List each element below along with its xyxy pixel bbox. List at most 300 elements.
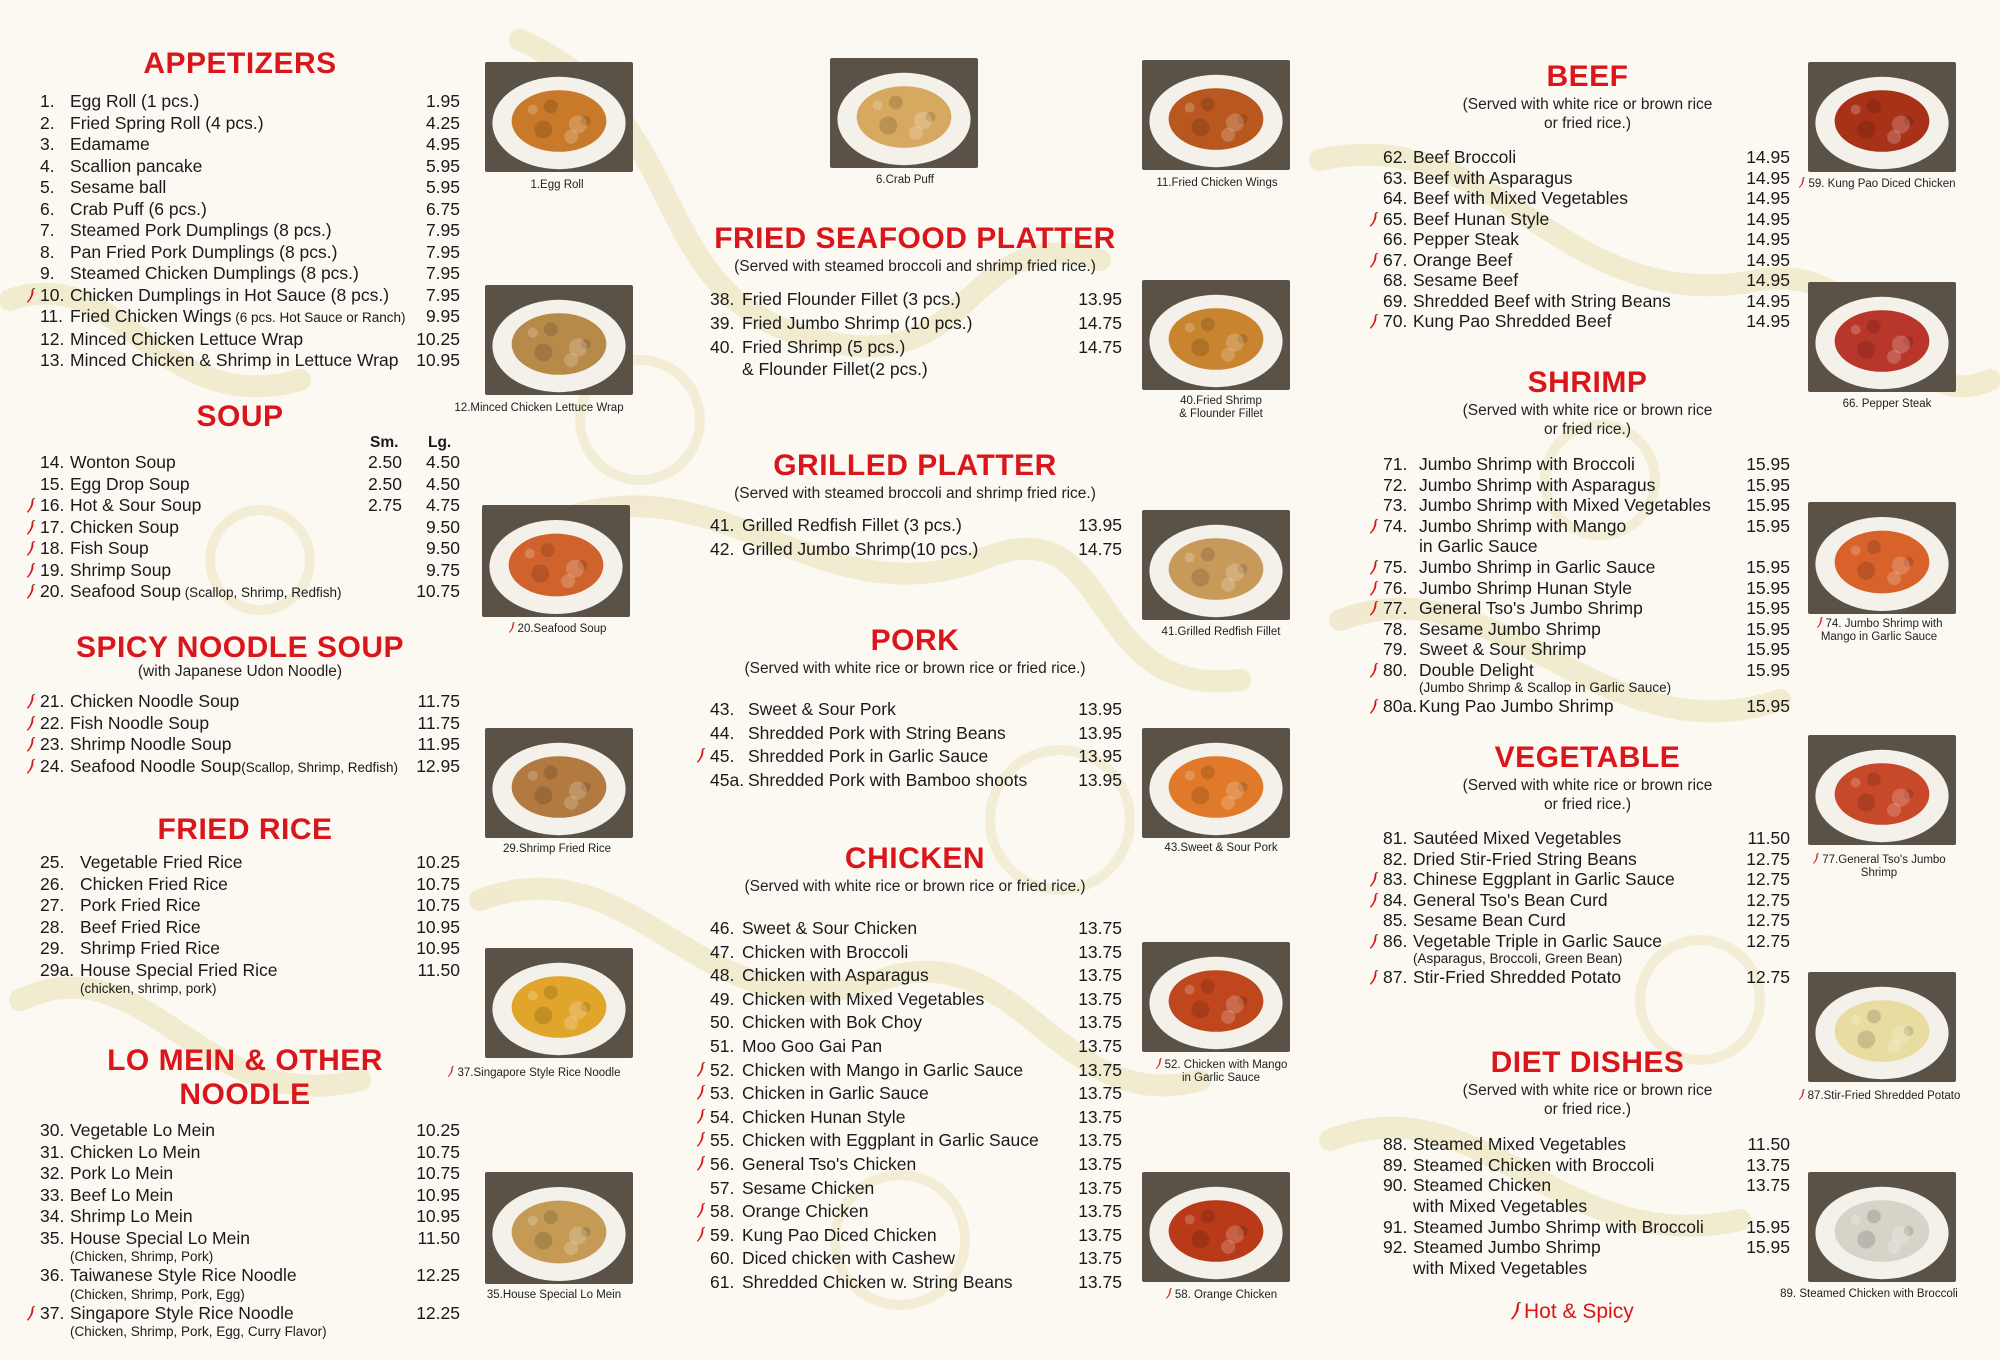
item-price: 14.95	[1746, 270, 1790, 290]
item-number: 86.	[1383, 930, 1408, 951]
item-name: Chicken Noodle Soup	[70, 691, 240, 711]
food-photo	[1142, 60, 1290, 170]
item-name: General Tso's Jumbo Shrimp	[1419, 598, 1643, 618]
shrimp-list	[1383, 454, 1790, 717]
item-price: 10.75	[416, 1163, 460, 1183]
menu-item	[1383, 849, 1790, 870]
menu-item	[1383, 869, 1790, 890]
caption-text: 6.Crab Puff	[876, 174, 934, 186]
item-name: Chicken with Mixed Vegetables	[742, 988, 985, 1009]
item-price: 14.95	[1746, 167, 1790, 188]
chili-icon	[696, 748, 706, 763]
section-title: BEEF	[1546, 60, 1629, 93]
item-price: 7.95	[425, 220, 460, 240]
item-name: Crab Puff (6 pcs.)	[70, 198, 207, 219]
item-price: 13.75	[1078, 1201, 1122, 1222]
menu-item	[40, 756, 460, 779]
item-number: 78.	[1383, 618, 1408, 639]
menu-item	[40, 852, 460, 874]
item-number: 29.	[40, 938, 65, 958]
item-number: 46.	[710, 918, 735, 938]
item-number: 80.	[1383, 659, 1408, 680]
chili-icon	[1165, 1288, 1173, 1299]
item-number: 77.	[1383, 598, 1408, 618]
item-name: General Tso's Bean Curd	[1413, 889, 1608, 910]
menu-item	[40, 1163, 460, 1185]
menu-item	[1383, 696, 1790, 717]
chili-icon	[696, 1062, 706, 1077]
item-number: 71.	[1383, 454, 1408, 474]
menu-item	[40, 517, 460, 539]
item-price: 13.95	[1078, 746, 1122, 766]
section-title: SPICY NOODLE SOUP	[75, 631, 404, 664]
section-title: LO MEIN & OTHER NOODLE	[107, 1044, 383, 1111]
photo-caption	[1132, 1058, 1310, 1085]
item-price: 13.95	[1078, 289, 1122, 309]
menu-item	[40, 177, 460, 199]
menu-item	[40, 263, 460, 285]
item-number: 74.	[1383, 515, 1408, 536]
menu-item	[710, 335, 1122, 380]
caption-text: 77.General Tso's Jumbo Shrimp	[1822, 854, 1946, 879]
item-number: 3.	[40, 134, 55, 154]
chili-icon	[1369, 970, 1379, 985]
small-price: 2.50	[367, 473, 402, 494]
large-price: 4.50	[425, 473, 460, 494]
item-name: Sweet & Sour Shrimp	[1419, 639, 1587, 659]
photo-caption	[445, 1066, 623, 1080]
item-price: 13.75	[1078, 918, 1122, 938]
item-number: 44.	[710, 722, 735, 743]
item-number: 19.	[40, 559, 65, 580]
item-number: 20.	[40, 581, 65, 601]
vegetable-section	[1380, 741, 1795, 988]
menu-item	[40, 329, 460, 351]
item-name: Vegetable Triple in Garlic Sauce (Asparagus, Broccoli, Green Bean)	[1413, 931, 1730, 968]
item-name: Chicken with Eggplant in Garlic Sauce	[742, 1130, 1039, 1151]
item-number: 37.	[40, 1302, 65, 1323]
diet-list	[1383, 1134, 1790, 1279]
item-number: 5.	[40, 177, 55, 197]
caption-text: 11.Fried Chicken Wings	[1156, 177, 1278, 189]
item-price: 13.75	[1078, 1083, 1122, 1104]
menu-item	[40, 581, 460, 604]
item-number: 82.	[1383, 848, 1408, 869]
item-number: 16.	[40, 495, 65, 515]
item-number: 72.	[1383, 474, 1408, 495]
item-price: 15.95	[1746, 515, 1790, 536]
menu-item	[1383, 890, 1790, 911]
item-price: 15.95	[1746, 1237, 1790, 1257]
item-price: 15.95	[1746, 454, 1790, 474]
menu-item	[40, 452, 460, 474]
item-number: 2.	[40, 112, 55, 133]
item-number: 24.	[40, 755, 65, 776]
menu-item	[40, 474, 460, 496]
food-photo	[1142, 942, 1290, 1052]
menu-item	[710, 917, 1122, 941]
item-number: 69.	[1383, 290, 1408, 311]
item-price: 15.95	[1746, 495, 1790, 515]
item-number: 25.	[40, 852, 65, 872]
caption-text: 87.Stir-Fried Shredded Potato	[1807, 1090, 1961, 1102]
item-price: 13.75	[1078, 1059, 1122, 1080]
item-name: Chicken in Garlic Sauce	[742, 1083, 929, 1104]
photo-caption	[1790, 853, 1968, 880]
menu-item	[40, 960, 460, 998]
large-price: 4.50	[425, 452, 460, 472]
shrimp-section	[1380, 366, 1795, 717]
menu-item	[40, 1265, 460, 1303]
item-name: Kung Pao Shredded Beef	[1413, 311, 1612, 331]
chili-icon	[1812, 853, 1820, 864]
item-price: 13.75	[1078, 1130, 1122, 1151]
chili-icon	[1369, 560, 1379, 575]
photo-caption	[1798, 398, 1976, 411]
item-name: Steamed Pork Dumplings (8 pcs.)	[70, 220, 332, 240]
item-number: 67.	[1383, 249, 1408, 270]
section-subtitle: (with Japanese Udon Noodle)	[137, 663, 343, 680]
item-number: 21.	[40, 691, 65, 711]
item-number: 65.	[1383, 208, 1408, 229]
item-number: 70.	[1383, 311, 1408, 331]
section-title: FRIED SEAFOOD PLATTER	[714, 222, 1116, 255]
caption-text: 74. Jumbo Shrimp with Mango in Garlic Sauce	[1820, 618, 1943, 643]
item-price: 15.95	[1746, 639, 1790, 659]
menu-item	[1383, 250, 1790, 271]
menu-item	[1383, 475, 1790, 496]
item-number: 41.	[710, 515, 735, 535]
chili-icon	[26, 716, 36, 731]
menu-item	[710, 537, 1122, 561]
item-name: Stir-Fried Shredded Potato	[1413, 967, 1622, 987]
item-price: 11.50	[1747, 1134, 1790, 1154]
section-title: VEGETABLE	[1494, 741, 1681, 774]
menu-item	[1383, 188, 1790, 209]
item-name: Beef Lo Mein	[70, 1184, 174, 1205]
section-subtitle: (Served with white rice or brown rice or fried rice.)	[1462, 96, 1713, 132]
item-price: 11.50	[417, 1227, 460, 1248]
item-name: Jumbo Shrimp in Garlic Sauce	[1419, 557, 1656, 577]
pork-section	[700, 624, 1130, 792]
item-name: Shredded Beef with String Beans	[1413, 290, 1671, 311]
menu-item	[710, 1224, 1122, 1248]
menu-item	[40, 1303, 460, 1341]
menu-item	[40, 713, 460, 735]
menu-item	[1383, 291, 1790, 312]
large-price: 10.75	[416, 581, 460, 601]
photo-caption	[1128, 177, 1306, 190]
photo-caption	[1132, 842, 1310, 855]
item-name: Egg Roll (1 pcs.)	[70, 91, 200, 111]
caption-text: 20.Seafood Soup	[517, 623, 607, 635]
item-name: Shrimp Soup	[70, 559, 172, 580]
item-number: 33.	[40, 1184, 65, 1205]
caption-text: 66. Pepper Steak	[1842, 398, 1932, 410]
item-name: Shredded Chicken w. String Beans	[742, 1271, 1013, 1292]
caption-text: 52. Chicken with Mango in Garlic Sauce	[1164, 1059, 1288, 1084]
item-price: 12.75	[1746, 848, 1790, 869]
menu-item	[1383, 516, 1790, 558]
item-number: 26.	[40, 873, 65, 894]
item-name: Sesame Bean Curd	[1413, 910, 1566, 930]
menu-item	[710, 311, 1122, 335]
small-price	[350, 517, 402, 539]
item-price: 1.95	[425, 91, 460, 111]
item-number: 1.	[40, 91, 55, 111]
item-name-continued: with Mixed Vegetables	[1413, 1257, 1588, 1278]
item-price: 13.95	[1078, 699, 1122, 719]
chili-icon	[1816, 617, 1824, 628]
item-number: 90.	[1383, 1175, 1408, 1195]
item-number: 45.	[710, 746, 735, 766]
item-price: 12.95	[416, 755, 460, 776]
menu-item	[40, 917, 460, 939]
section-title: DIET DISHES	[1490, 1046, 1685, 1079]
item-number: 38.	[710, 289, 735, 309]
item-number: 89.	[1383, 1154, 1408, 1175]
small-price: 2.50	[367, 452, 402, 472]
appetizers-section	[40, 47, 460, 372]
food-photo	[1808, 62, 1956, 172]
item-price: 13.75	[1078, 1177, 1122, 1198]
item-number: 60.	[710, 1248, 735, 1269]
item-price: 15.95	[1746, 659, 1790, 680]
item-price: 13.95	[1078, 769, 1122, 790]
chili-icon	[1369, 601, 1379, 616]
chili-icon	[1369, 581, 1379, 596]
item-price: 13.75	[1078, 1153, 1122, 1174]
caption-text: 40.Fried Shrimp & Flounder Fillet	[1179, 395, 1263, 420]
caption-text: 1.Egg Roll	[530, 179, 584, 191]
chili-icon	[447, 1066, 455, 1077]
small-price: 2.75	[367, 495, 402, 515]
item-name: Singapore Style Rice Noodle (Chicken, Shrimp, Pork, Egg, Curry Flavor)	[70, 1303, 410, 1341]
item-name: Edamame	[70, 134, 150, 154]
menu-item	[40, 1228, 460, 1266]
item-price: 10.95	[416, 916, 460, 937]
item-name: Jumbo Shrimp with Broccoli	[1419, 454, 1635, 474]
chili-icon	[26, 759, 36, 774]
menu-item	[40, 134, 460, 156]
item-name: Chicken Dumplings in Hot Sauce (8 pcs.)	[70, 284, 390, 305]
food-photo	[1808, 282, 1956, 392]
chili-icon	[26, 1306, 36, 1321]
food-photo	[485, 1172, 633, 1284]
large-price: 4.75	[425, 495, 460, 515]
item-note: (Scallop, Shrimp, Redfish)	[180, 585, 342, 600]
food-photo	[830, 58, 978, 168]
fried-rice-list	[40, 852, 460, 997]
menu-item	[710, 1059, 1122, 1083]
food-photo	[485, 728, 633, 838]
menu-item	[710, 964, 1122, 988]
item-name: Wonton Soup	[70, 452, 176, 472]
menu-item	[1383, 229, 1790, 250]
item-number: 52.	[710, 1059, 735, 1080]
section-title: PORK	[870, 624, 960, 657]
item-name: Jumbo Shrimp with Mango in Garlic Sauce	[1419, 516, 1730, 558]
item-price: 7.95	[425, 241, 460, 262]
item-name: Pork Lo Mein	[70, 1163, 174, 1183]
item-name: Chinese Eggplant in Garlic Sauce	[1413, 869, 1675, 889]
menu-item	[40, 199, 460, 221]
item-price: 14.95	[1746, 290, 1790, 311]
item-name: Chicken Fried Rice	[80, 873, 228, 894]
item-name: Pork Fried Rice	[80, 895, 201, 915]
caption-text: 89. Steamed Chicken with Broccoli	[1780, 1288, 1958, 1300]
item-number: 92.	[1383, 1237, 1408, 1257]
section-subtitle: (Served with white rice or brown rice or fried rice.)	[1462, 1082, 1713, 1118]
photo-caption	[1132, 626, 1310, 639]
item-name: Diced chicken with Cashew	[742, 1248, 956, 1269]
menu-item	[40, 285, 460, 307]
item-name: Beef with Mixed Vegetables	[1413, 188, 1628, 208]
item-name: Minced Chicken & Shrimp in Lettuce Wrap	[70, 350, 399, 370]
item-price: 12.75	[1746, 889, 1790, 910]
menu-item	[1383, 147, 1790, 168]
menu-item	[1383, 1175, 1790, 1217]
item-number: 45a.	[710, 769, 745, 790]
menu-item	[710, 1082, 1122, 1106]
item-number: 12.	[40, 328, 65, 349]
menu-item	[40, 113, 460, 135]
item-number: 13.	[40, 350, 65, 370]
menu-item	[710, 1129, 1122, 1153]
item-name: Fried Shrimp (5 pcs.) & Flounder Fillet(2 pcs.)	[742, 335, 1062, 380]
menu-item	[40, 938, 460, 960]
item-number: 35.	[40, 1227, 65, 1248]
item-price: 13.75	[1078, 1271, 1122, 1292]
fried-seafood-list	[710, 287, 1122, 380]
item-price: 15.95	[1746, 577, 1790, 598]
item-name-continued: & Flounder Fillet(2 pcs.)	[742, 359, 928, 379]
menu-item	[40, 560, 460, 582]
food-photo	[485, 285, 633, 395]
section-subtitle: (Served with steamed broccoli and shrimp fried rice.)	[734, 258, 1096, 275]
menu-item	[40, 1185, 460, 1207]
item-name: Steamed Chicken Dumplings (8 pcs.)	[70, 263, 359, 283]
item-price: 12.75	[1746, 930, 1790, 951]
item-price: 12.25	[416, 1265, 460, 1285]
item-number: 14.	[40, 452, 65, 472]
item-number: 66.	[1383, 229, 1408, 249]
caption-text: 29.Shrimp Fried Rice	[502, 843, 611, 855]
item-number: 59.	[710, 1224, 735, 1245]
item-price: 14.95	[1746, 311, 1790, 331]
item-price: 13.95	[1078, 722, 1122, 743]
item-price: 14.95	[1746, 229, 1790, 249]
item-number: 34.	[40, 1206, 65, 1226]
item-number: 55.	[710, 1130, 735, 1151]
item-name: Sweet & Sour Pork	[748, 699, 896, 719]
item-price: 13.75	[1078, 941, 1122, 962]
item-number: 91.	[1383, 1216, 1408, 1237]
menu-item	[40, 306, 460, 329]
small-price	[350, 581, 402, 604]
item-subnote: (Chicken, Shrimp, Pork)	[70, 1249, 214, 1264]
item-price: 13.75	[1746, 1154, 1790, 1175]
item-name: Steamed Mixed Vegetables	[1413, 1134, 1627, 1154]
item-name: Sweet & Sour Chicken	[742, 918, 918, 938]
item-name: Sesame Chicken	[742, 1177, 875, 1198]
item-number: 23.	[40, 734, 65, 754]
soup-list	[40, 452, 460, 604]
item-price: 10.25	[416, 328, 460, 349]
menu-item	[710, 1106, 1122, 1130]
item-name: Jumbo Shrimp with Mixed Vegetables	[1419, 495, 1711, 515]
item-price: 10.75	[416, 895, 460, 915]
section-subtitle: (Served with white rice or brown rice or fried rice.)	[1462, 777, 1713, 813]
item-name: House Special Lo Mein (Chicken, Shrimp, Pork)	[70, 1228, 410, 1266]
item-name: Shrimp Fried Rice	[80, 938, 221, 958]
chili-icon	[1510, 1302, 1522, 1320]
chili-icon	[26, 694, 36, 709]
menu-item	[710, 1200, 1122, 1224]
menu-item	[710, 287, 1122, 311]
item-name: Taiwanese Style Rice Noodle (Chicken, Shrimp, Pork, Egg)	[70, 1265, 410, 1303]
large-price: 9.50	[425, 516, 460, 537]
food-photo	[485, 62, 633, 172]
item-price: 5.95	[425, 155, 460, 176]
large-price: 9.75	[425, 559, 460, 580]
menu-item	[1383, 619, 1790, 640]
item-number: 4.	[40, 155, 55, 176]
section-title: CHICKEN	[844, 842, 986, 875]
item-price: 5.95	[425, 177, 460, 197]
chili-icon	[1369, 872, 1379, 887]
item-name: Fried Spring Roll (4 pcs.)	[70, 112, 264, 133]
menu-item	[710, 1177, 1122, 1201]
beef-list	[1383, 147, 1790, 332]
item-price: 13.95	[1078, 515, 1122, 535]
item-price: 10.95	[416, 1206, 460, 1226]
menu-item	[1383, 557, 1790, 578]
menu-item	[40, 874, 460, 896]
item-number: 49.	[710, 988, 735, 1009]
chili-icon	[1369, 934, 1379, 949]
photo-caption	[1132, 395, 1310, 421]
small-size-header: Sm.	[370, 434, 399, 451]
item-number: 43.	[710, 699, 735, 719]
item-number: 87.	[1383, 967, 1408, 987]
chili-icon	[696, 1085, 706, 1100]
item-name: Chicken with Asparagus	[742, 965, 929, 986]
menu-item	[40, 220, 460, 242]
item-name: General Tso's Chicken	[742, 1153, 917, 1174]
item-name: Seafood Noodle Soup(Scallop, Shrimp, Redfish)	[70, 755, 399, 776]
item-price: 13.75	[1078, 988, 1122, 1009]
section-title: APPETIZERS	[143, 47, 337, 80]
chili-icon	[1369, 212, 1379, 227]
item-name: Seafood Soup (Scallop, Shrimp, Redfish)	[70, 581, 342, 601]
section-title: SHRIMP	[1527, 366, 1648, 399]
photo-caption	[816, 174, 994, 187]
menu-item	[710, 1035, 1122, 1059]
item-price: 7.95	[425, 263, 460, 283]
menu-item	[710, 1247, 1122, 1271]
item-price: 12.75	[1746, 910, 1790, 930]
item-name: Grilled Jumbo Shrimp(10 pcs.)	[742, 539, 979, 559]
item-number: 32.	[40, 1163, 65, 1183]
chili-icon	[1369, 663, 1379, 678]
item-name: Minced Chicken Lettuce Wrap	[70, 328, 304, 349]
menu-item	[40, 1120, 460, 1142]
menu-item	[40, 350, 460, 372]
item-number: 18.	[40, 538, 65, 558]
item-number: 75.	[1383, 557, 1408, 577]
item-name: Sautéed Mixed Vegetables	[1413, 828, 1622, 848]
